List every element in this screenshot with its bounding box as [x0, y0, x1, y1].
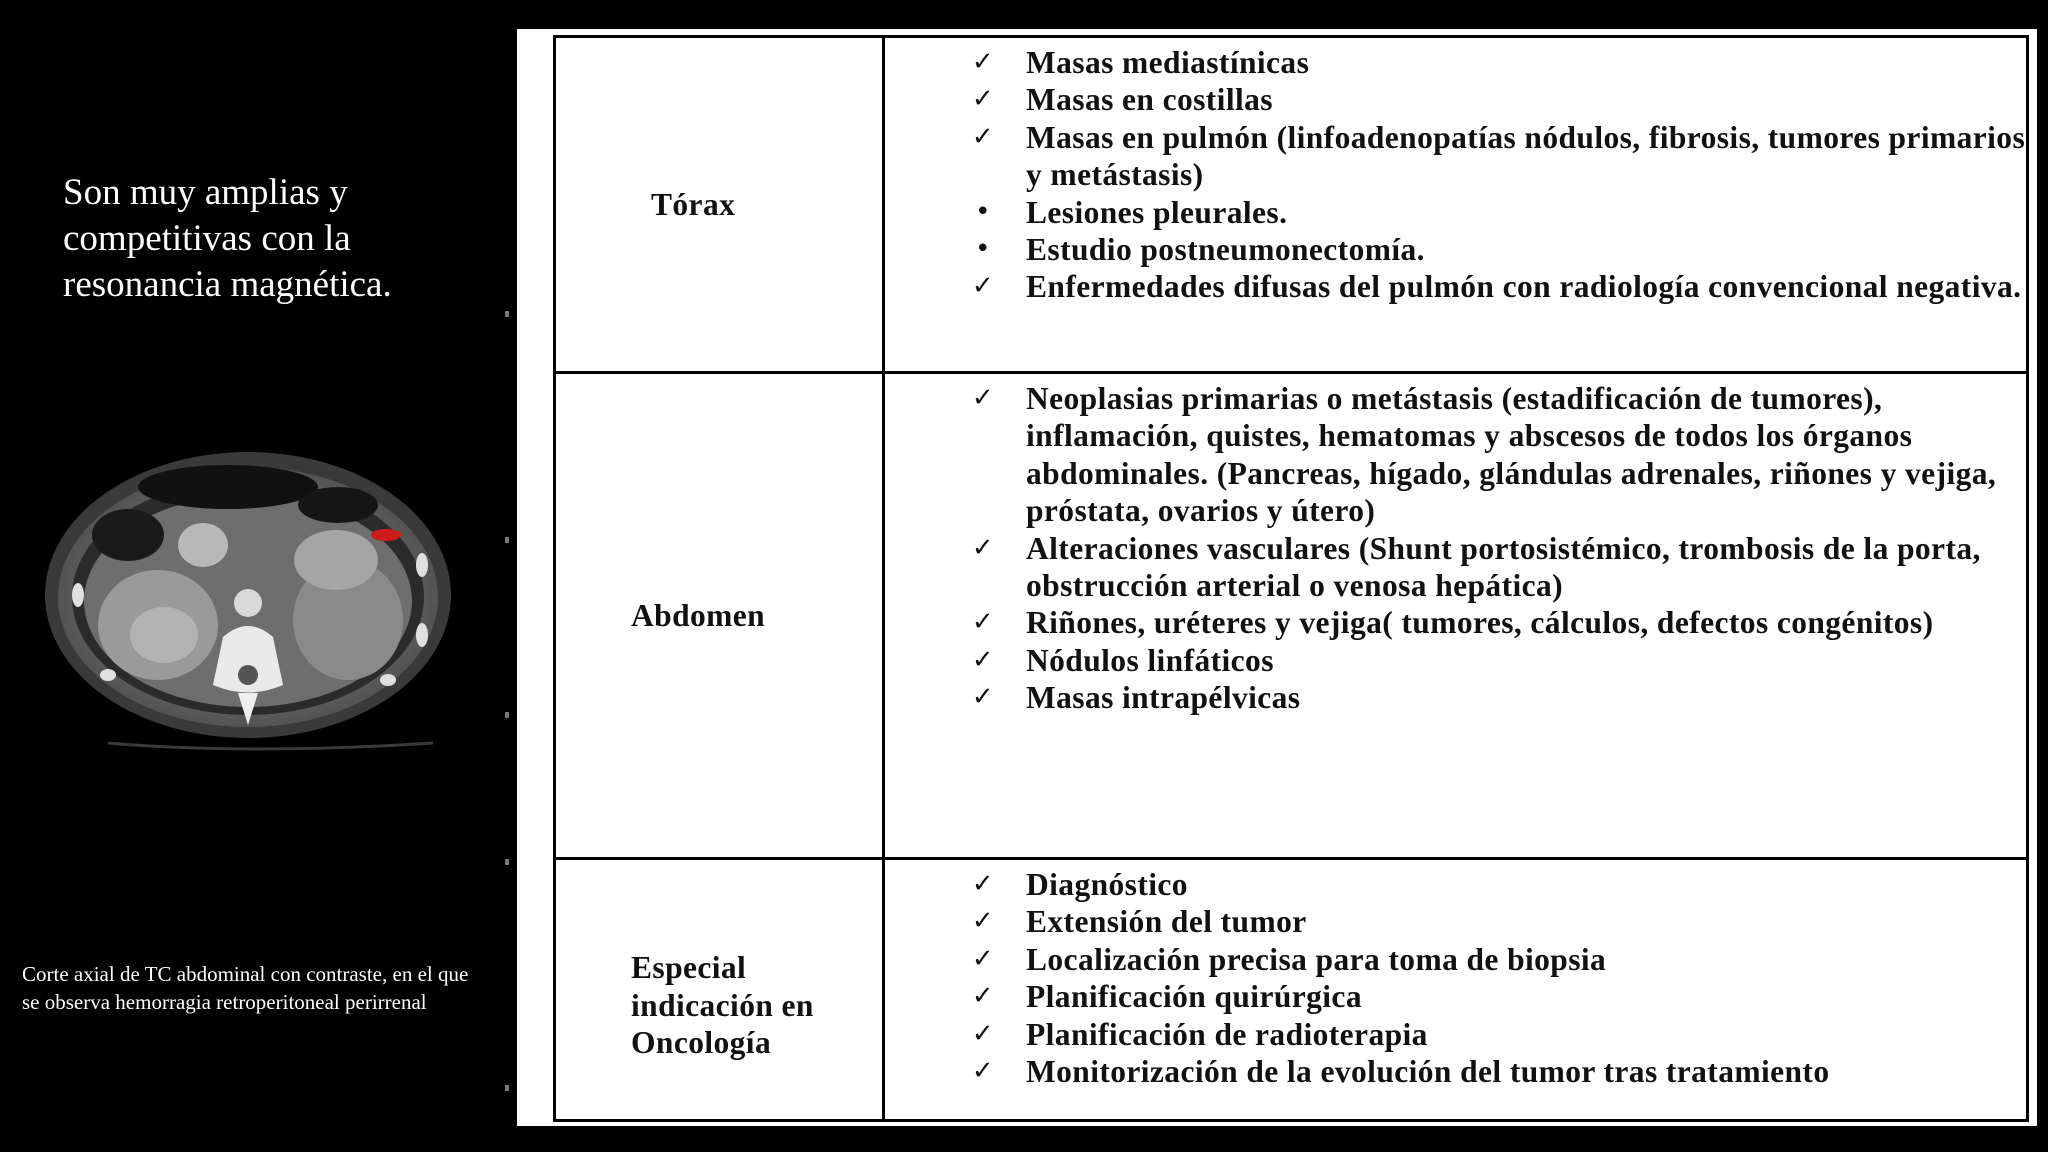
intro-text: Son muy amplias y competitivas con la resonancia magnética. [63, 172, 392, 305]
region-label: Abdomen [631, 597, 766, 633]
list-item-text: Enfermedades difusas del pulmón con radiología convencional negativa. [1026, 269, 2022, 305]
list-item-text: Masas mediastínicas [1026, 45, 1310, 80]
table-row [555, 859, 2028, 1121]
list-item-text: Localización precisa para toma de biopsia [1026, 941, 1607, 977]
list-item [885, 941, 2026, 978]
list-item [885, 978, 2026, 1015]
list-item-text: Nódulos linfáticos [1026, 642, 1274, 678]
checkmark-icon: ✓ [971, 943, 995, 974]
image-caption: Corte axial de TC abdominal con contraste, en el que se observa hemorragia retroperitoneal perirrenal [22, 962, 469, 1014]
list-item [885, 268, 2026, 305]
indications-table [553, 35, 2029, 1122]
list-item-text: Masas intrapélvicas [1026, 680, 1301, 716]
list-item [885, 679, 2026, 716]
bullet-icon: • [975, 234, 991, 265]
list-item [885, 866, 2026, 903]
indication-list [885, 44, 2026, 306]
checkmark-icon: ✓ [971, 607, 995, 638]
checkmark-icon: ✓ [971, 271, 995, 302]
checkmark-icon: ✓ [971, 47, 995, 77]
list-item [885, 530, 2026, 605]
list-item [885, 231, 2026, 268]
items-cell [884, 37, 2028, 373]
list-item-text: Monitorización de la evolución del tumor tras tratamiento [1026, 1054, 1830, 1090]
list-item [885, 119, 2026, 194]
list-item-text: Planificación quirúrgica [1026, 979, 1362, 1015]
indication-list [885, 380, 2026, 717]
list-item [885, 380, 2026, 530]
region-cell [555, 37, 884, 373]
hemorrhage-marker [371, 529, 401, 541]
list-item-text: Extensión del tumor [1026, 904, 1307, 940]
list-item-text: Neoplasias primarias o metástasis (estadificación de tumores), inflamación, quistes, hematomas y abscesos de todos los órganos abdominales. (Pancreas, hígado, glándulas adrenales, riñones y vejiga, próstata, ovarios y útero) [1026, 381, 1997, 529]
items-cell [884, 859, 2028, 1121]
table-row [555, 373, 2028, 859]
list-item-text: Diagnóstico [1026, 867, 1188, 902]
list-item [885, 81, 2026, 118]
checkmark-icon: ✓ [971, 532, 995, 563]
list-item-text: Lesiones pleurales. [1026, 194, 1288, 230]
checkmark-icon: ✓ [971, 1056, 995, 1087]
checkmark-icon: ✓ [971, 981, 995, 1012]
checkmark-icon: ✓ [971, 682, 995, 713]
list-item-text: Planificación de radioterapia [1026, 1016, 1428, 1052]
checkmark-icon: ✓ [971, 906, 995, 937]
list-item-text: Masas en costillas [1026, 82, 1273, 118]
region-label: Especial indicación en Oncología [631, 950, 814, 1061]
checkmark-icon: ✓ [971, 869, 995, 899]
indication-list [885, 866, 2026, 1090]
list-item [885, 1053, 2026, 1090]
list-item-text: Estudio postneumonectomía. [1026, 232, 1425, 268]
list-item [885, 903, 2026, 940]
items-cell [884, 373, 2028, 859]
list-item [885, 1016, 2026, 1053]
list-item-text: Masas en pulmón (linfoadenopatías nódulos, fibrosis, tumores primarios y metástasis) [1026, 119, 2026, 193]
indications-table-panel [517, 29, 2037, 1126]
bullet-icon: • [975, 196, 991, 227]
region-cell [555, 373, 884, 859]
table-row [555, 37, 2028, 373]
checkmark-icon: ✓ [971, 1018, 995, 1049]
region-cell [555, 859, 884, 1121]
checkmark-icon: ✓ [971, 121, 995, 152]
list-item-text: Riñones, uréteres y vejiga( tumores, cálculos, defectos congénitos) [1026, 605, 1934, 641]
list-item [885, 194, 2026, 231]
list-item [885, 44, 2026, 81]
list-item [885, 642, 2026, 679]
region-label: Tórax [651, 186, 736, 222]
ct-scan-image [38, 425, 458, 765]
checkmark-icon: ✓ [971, 644, 995, 675]
checkmark-icon: ✓ [971, 84, 995, 115]
checkmark-icon: ✓ [971, 383, 995, 413]
list-item [885, 604, 2026, 641]
list-item-text: Alteraciones vasculares (Shunt portosistémico, trombosis de la porta, obstrucción arterial o venosa hepática) [1026, 530, 1981, 604]
